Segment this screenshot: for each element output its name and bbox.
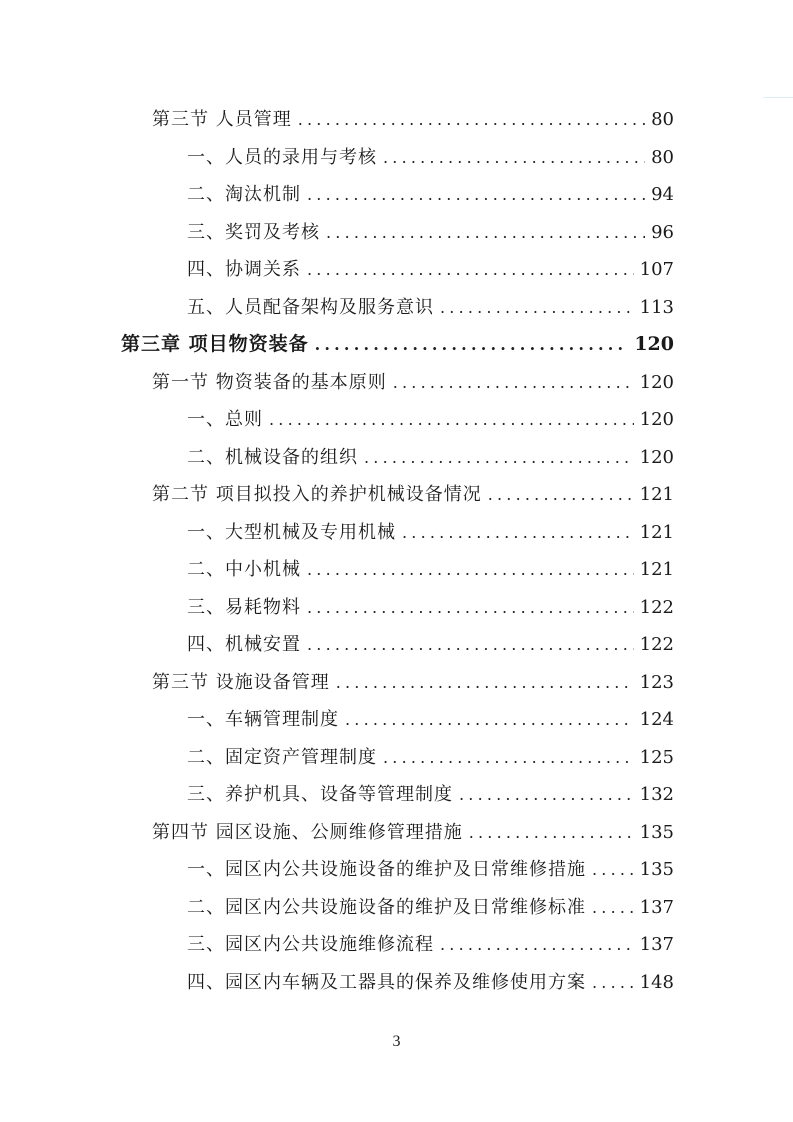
dot-leader xyxy=(592,964,634,1001)
toc-entry[interactable] xyxy=(187,926,674,963)
toc-entry-title: 五、人员配备架构及服务意识 xyxy=(187,296,434,318)
toc-entry-title: 二、固定资产管理制度 xyxy=(187,746,377,768)
toc-entry-page: 121 xyxy=(639,559,674,580)
toc-entry-title: 第三节 设施设备管理 xyxy=(152,671,330,693)
dot-leader xyxy=(307,176,645,213)
toc-entry[interactable] xyxy=(187,551,674,588)
toc-entry-page: 132 xyxy=(639,784,674,805)
toc-entry-page: 135 xyxy=(639,821,674,843)
toc-entry-page: 124 xyxy=(639,709,674,730)
toc-entry-page: 120 xyxy=(639,409,674,430)
toc-entry-page: 137 xyxy=(639,896,674,918)
dot-leader xyxy=(336,664,634,701)
toc-entry-page: 137 xyxy=(639,934,674,955)
toc-entry-title: 四、园区内车辆及工器具的保养及维修使用方案 xyxy=(187,971,586,993)
toc-entry-title: 二、园区内公共设施设备的维护及日常维修标准 xyxy=(187,896,586,918)
dot-leader xyxy=(298,101,645,138)
toc-entry[interactable] xyxy=(187,251,674,288)
toc-entry[interactable] xyxy=(187,401,674,438)
dot-leader xyxy=(393,364,634,401)
toc-entry-page: 80 xyxy=(651,146,674,168)
toc-entry[interactable] xyxy=(187,514,674,551)
dot-leader xyxy=(383,739,634,776)
toc-entry[interactable] xyxy=(152,664,674,701)
dot-leader xyxy=(364,439,634,476)
toc-entry[interactable] xyxy=(187,439,674,476)
toc-entry[interactable] xyxy=(152,814,674,851)
toc-entry-title: 一、大型机械及专用机械 xyxy=(187,521,396,543)
toc-entry[interactable] xyxy=(187,739,674,776)
toc-entry-page: 125 xyxy=(639,746,674,768)
toc-entry-title: 一、总则 xyxy=(187,409,263,430)
toc-entry[interactable] xyxy=(152,101,674,138)
dot-leader xyxy=(326,214,645,251)
toc-entry[interactable] xyxy=(187,701,674,738)
toc-entry-title: 三、奖罚及考核 xyxy=(187,221,320,243)
toc-entry[interactable] xyxy=(187,589,674,626)
dot-leader xyxy=(269,401,634,438)
dot-leader xyxy=(307,551,634,588)
toc-entry-page: 123 xyxy=(639,671,674,693)
toc-entry-title: 第三节 人员管理 xyxy=(152,109,292,130)
toc-entry-page: 80 xyxy=(651,109,674,130)
toc-entry[interactable] xyxy=(187,626,674,663)
dot-leader xyxy=(592,851,634,888)
dot-leader xyxy=(488,476,634,513)
toc-entry-page: 120 xyxy=(634,333,674,355)
toc-entry[interactable] xyxy=(187,214,674,251)
toc-entry[interactable] xyxy=(187,889,674,926)
dot-leader xyxy=(345,701,634,738)
toc-entry-title: 二、机械设备的组织 xyxy=(187,446,358,468)
toc-entry[interactable] xyxy=(187,964,674,1001)
toc-entry-title: 四、机械安置 xyxy=(187,634,301,655)
toc-entry-title: 一、车辆管理制度 xyxy=(187,709,339,730)
dot-leader xyxy=(440,289,634,326)
toc-entry[interactable] xyxy=(187,851,674,888)
toc-entry-title: 第一节 物资装备的基本原则 xyxy=(152,371,387,393)
toc-entry[interactable] xyxy=(121,326,674,363)
toc-entry[interactable] xyxy=(187,776,674,813)
toc-entry-title: 第三章 项目物资装备 xyxy=(121,333,309,355)
toc-entry[interactable] xyxy=(187,139,674,176)
toc-entry-title: 四、协调关系 xyxy=(187,259,301,280)
toc-entry-page: 120 xyxy=(639,446,674,468)
toc-entry-title: 一、园区内公共设施设备的维护及日常维修措施 xyxy=(187,859,586,880)
edge-line xyxy=(763,97,793,98)
toc-entry-title: 三、易耗物料 xyxy=(187,596,301,618)
toc-entry-page: 135 xyxy=(639,859,674,880)
toc-entry-page: 107 xyxy=(639,259,674,280)
toc-entry-page: 122 xyxy=(639,634,674,655)
toc-entry-title: 三、养护机具、设备等管理制度 xyxy=(187,784,453,805)
dot-leader xyxy=(402,514,634,551)
dot-leader xyxy=(459,776,634,813)
toc-entry-page: 121 xyxy=(639,484,674,505)
toc-entry-page: 113 xyxy=(639,296,674,318)
toc-entry-title: 二、中小机械 xyxy=(187,559,301,580)
toc-entry-title: 三、园区内公共设施维修流程 xyxy=(187,934,434,955)
dot-leader xyxy=(440,926,634,963)
dot-leader xyxy=(469,814,634,851)
toc-entry[interactable] xyxy=(152,364,674,401)
dot-leader xyxy=(315,326,629,363)
toc-entry[interactable] xyxy=(187,176,674,213)
toc-entry-page: 148 xyxy=(639,971,674,993)
toc-entry-title: 二、淘汰机制 xyxy=(187,184,301,205)
toc-entry-page: 96 xyxy=(651,221,674,243)
dot-leader xyxy=(307,251,634,288)
dot-leader xyxy=(307,626,634,663)
toc-entry-page: 122 xyxy=(639,596,674,618)
dot-leader xyxy=(307,589,634,626)
toc-entry-page: 94 xyxy=(651,184,674,205)
dot-leader xyxy=(592,889,634,926)
dot-leader xyxy=(383,139,645,176)
toc-entry[interactable] xyxy=(152,476,674,513)
toc-entry-title: 第四节 园区设施、公厕维修管理措施 xyxy=(152,821,463,843)
toc-entry-title: 第二节 项目拟投入的养护机械设备情况 xyxy=(152,484,482,505)
toc-entry-page: 121 xyxy=(639,521,674,543)
toc-entry[interactable] xyxy=(187,289,674,326)
page-number: 3 xyxy=(392,1033,401,1050)
toc-entry-title: 一、人员的录用与考核 xyxy=(187,146,377,168)
toc-entry-page: 120 xyxy=(639,371,674,393)
